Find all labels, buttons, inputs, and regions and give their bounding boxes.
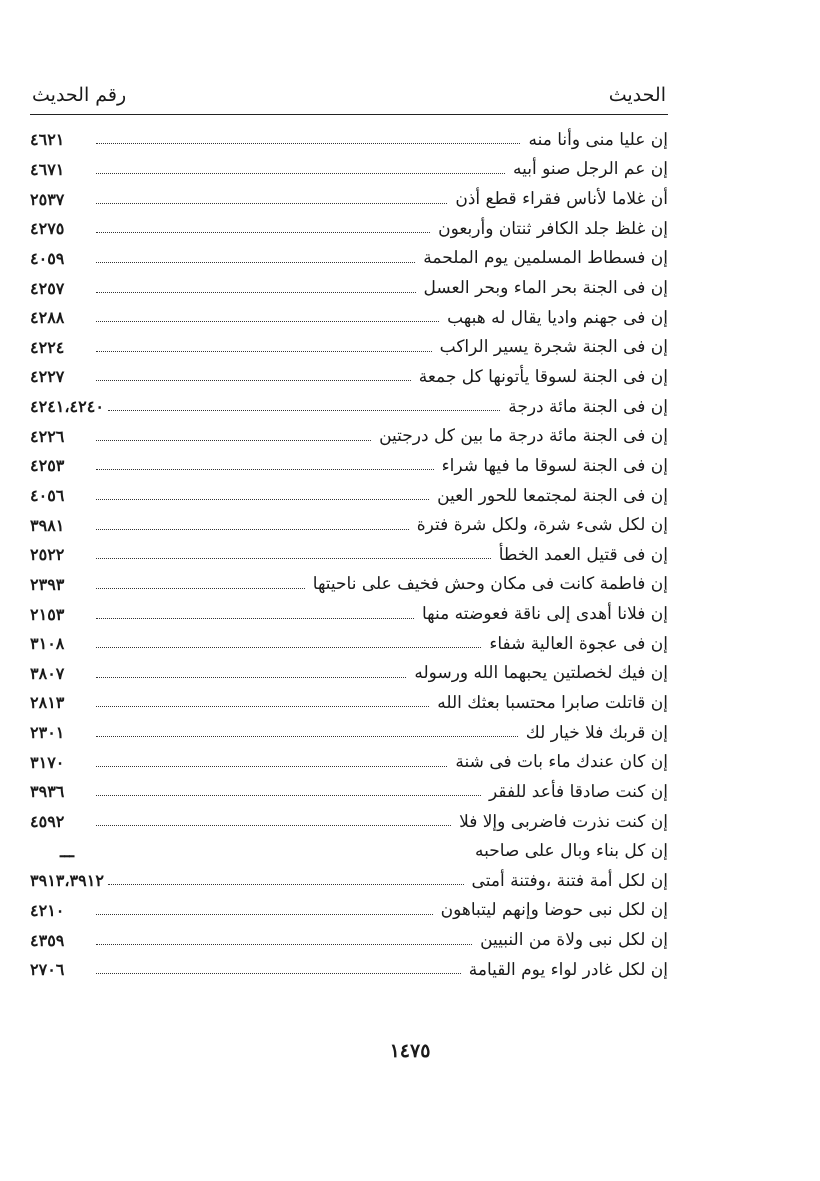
- dot-leader: [96, 558, 491, 559]
- dot-leader: [96, 499, 429, 500]
- dot-leader: [96, 766, 447, 767]
- hadith-text: إن فى قتيل العمد الخطأ: [498, 544, 668, 565]
- hadith-number: ٤٦٢١: [30, 130, 65, 150]
- index-row: [30, 718, 668, 748]
- index-row: [30, 125, 668, 155]
- hadith-text: إن لكل نبى ولاة من النبيين: [480, 930, 668, 951]
- dot-leader: [96, 380, 411, 381]
- hadith-text: إن فلانا أهدى إلى ناقة فعوضته منها: [422, 604, 668, 625]
- hadith-text: إن غلظ جلد الكافر ثنتان وأربعون: [438, 218, 668, 239]
- dot-leader: [96, 262, 415, 263]
- hadith-text: إن فسطاط المسلمين يوم الملحمة: [423, 248, 668, 269]
- index-row: [30, 896, 668, 926]
- index-row: [30, 362, 668, 392]
- hadith-text: إن فى الجنة مائة درجة: [508, 396, 668, 417]
- index-row: [30, 629, 668, 659]
- hadith-number: ٤٢٧٥: [30, 219, 65, 239]
- hadith-number: ٤٢٢٦: [30, 426, 65, 446]
- dot-leader: [96, 469, 434, 470]
- index-row: [30, 214, 668, 244]
- dot-leader: [96, 440, 371, 441]
- index-row: [30, 866, 668, 896]
- dot-leader: [96, 203, 447, 204]
- index-row: [30, 747, 668, 777]
- dot-leader: [96, 795, 481, 796]
- dot-leader: [108, 410, 500, 411]
- hadith-number: ٤٠٥٦: [30, 486, 65, 505]
- index-row: [30, 332, 668, 362]
- index-row: [30, 481, 668, 511]
- hadith-number: ٤٠٥٩: [30, 248, 65, 268]
- hadith-text: إن فى الجنة شجرة يسير الراكب: [439, 337, 668, 358]
- index-row: [30, 540, 668, 570]
- hadith-text: إن كنت صادقا فأعد للفقر: [489, 781, 668, 802]
- index-row: [30, 807, 668, 837]
- hadith-number: ٤٢٤١،٤٢٤٠: [30, 397, 104, 417]
- hadith-text: إن كان عندك ماء بات فى شنة: [455, 752, 668, 773]
- hadith-number: ٣١٧٠: [30, 752, 65, 772]
- hadith-number: ٢٥٢٢: [30, 545, 65, 565]
- dot-leader: [96, 529, 409, 530]
- hadith-text: إن قاتلت صابرا محتسبا بعثك الله: [437, 692, 668, 713]
- index-row: [30, 421, 668, 451]
- hadith-text: إن عم الرجل صنو أبيه: [513, 159, 668, 180]
- index-row: [30, 392, 668, 422]
- hadith-number: ٤٦٧١: [30, 159, 65, 179]
- hadith-number: ٤٢٢٤: [30, 337, 65, 357]
- dot-leader: [96, 588, 305, 589]
- dot-leader: [96, 706, 429, 707]
- dot-leader: [96, 736, 518, 737]
- index-row: [30, 244, 668, 274]
- index-row: [30, 273, 668, 303]
- hadith-number: ٣١٠٨: [30, 634, 65, 654]
- index-row: [30, 955, 668, 985]
- dot-leader: [96, 351, 432, 352]
- hadith-number: ٢٣٠١: [30, 723, 65, 743]
- hadith-text: إن لكل أمة فتنة ،وفتنة أمتى: [471, 870, 668, 891]
- dot-leader: [96, 173, 505, 174]
- hadith-text: إن فاطمة كانت فى مكان وحش فخيف على ناحيتها: [312, 574, 668, 595]
- hadith-text: إن لكل شىء شرة، ولكل شرة فترة: [416, 515, 668, 536]
- dot-leader: [96, 321, 439, 322]
- index-row: [30, 303, 668, 333]
- hadith-text: إن كل بناء وبال على صاحبه: [474, 841, 668, 862]
- hadith-number: ٤٥٩٢: [30, 812, 65, 832]
- dot-leader: [96, 618, 414, 619]
- header-hadith-label: الحديث: [608, 84, 666, 106]
- index-row: [30, 570, 668, 600]
- hadith-text: إن كنت نذرت فاضربى وإلا فلا: [459, 811, 668, 832]
- hadith-text: إن قربك فلا خيار لك: [525, 722, 668, 743]
- hadith-text: إن لكل غادر لواء يوم القيامة: [468, 959, 668, 980]
- index-row: [30, 184, 668, 214]
- hadith-number: ٣٩١٣،٣٩١٢: [30, 871, 104, 891]
- hadith-text: إن فى الجنة مائة درجة ما بين كل درجتين: [379, 426, 668, 447]
- hadith-number: ٢٧٠٦: [30, 960, 65, 980]
- dot-leader: [96, 914, 433, 915]
- hadith-text: إن عليا منى وأنا منه: [528, 129, 668, 150]
- index-row: [30, 659, 668, 689]
- dot-leader: [96, 647, 481, 648]
- index-row: [30, 155, 668, 185]
- hadith-number: ٤٢٥٣: [30, 456, 65, 476]
- hadith-number: ـــ: [60, 841, 75, 861]
- dot-leader: [96, 677, 406, 678]
- hadith-number: ٤٢١٠: [30, 900, 65, 920]
- hadith-text: إن لكل نبى حوضا وإنهم ليتباهون: [440, 900, 668, 921]
- hadith-text: إن فى جهنم واديا يقال له هبهب: [447, 307, 668, 328]
- hadith-text: إن فيك لخصلتين يحبهما الله ورسوله: [414, 663, 668, 684]
- hadith-text: إن فى الجنة لمجتمعا للحور العين: [437, 485, 668, 506]
- index-row: [30, 925, 668, 955]
- hadith-number: ٤٢٥٧: [30, 278, 65, 298]
- dot-leader: [96, 292, 416, 293]
- hadith-text: إن فى عجوة العالية شفاء: [489, 633, 668, 654]
- dot-leader: [96, 232, 430, 233]
- index-row: [30, 451, 668, 481]
- hadith-text: إن فى الجنة لسوقا ما فيها شراء: [441, 455, 668, 476]
- hadith-number: ٢٥٣٧: [30, 189, 65, 209]
- hadith-number: ٣٩٨١: [30, 515, 65, 535]
- index-row: [30, 510, 668, 540]
- hadith-text: أن غلاما لأناس فقراء قطع أذن: [455, 189, 668, 210]
- index-row: [30, 688, 668, 718]
- hadith-index-list: [30, 125, 668, 985]
- index-row: [30, 777, 668, 807]
- hadith-number: ٢١٥٣: [30, 604, 65, 624]
- page-number: ١٤٧٥: [389, 1040, 431, 1062]
- hadith-text: إن فى الجنة لسوقا يأتونها كل جمعة: [418, 366, 668, 387]
- dot-leader: [96, 143, 520, 144]
- hadith-number: ٢٨١٣: [30, 693, 65, 713]
- index-row: [30, 836, 668, 866]
- index-row: [30, 599, 668, 629]
- dot-leader: [96, 825, 451, 826]
- hadith-number: ٤٢٨٨: [30, 308, 65, 328]
- dot-leader: [96, 973, 461, 974]
- hadith-number: ٢٣٩٣: [30, 574, 65, 594]
- header-number-label: رقم الحديث: [32, 84, 127, 106]
- dot-leader: [108, 884, 464, 885]
- dot-leader: [96, 944, 472, 945]
- hadith-number: ٣٨٠٧: [30, 663, 65, 683]
- hadith-text: إن فى الجنة بحر الماء وبحر العسل: [423, 278, 668, 299]
- page-header: [30, 84, 668, 115]
- hadith-number: ٣٩٣٦: [30, 782, 65, 802]
- hadith-number: ٤٣٥٩: [30, 930, 65, 950]
- hadith-number: ٤٢٢٧: [30, 367, 65, 387]
